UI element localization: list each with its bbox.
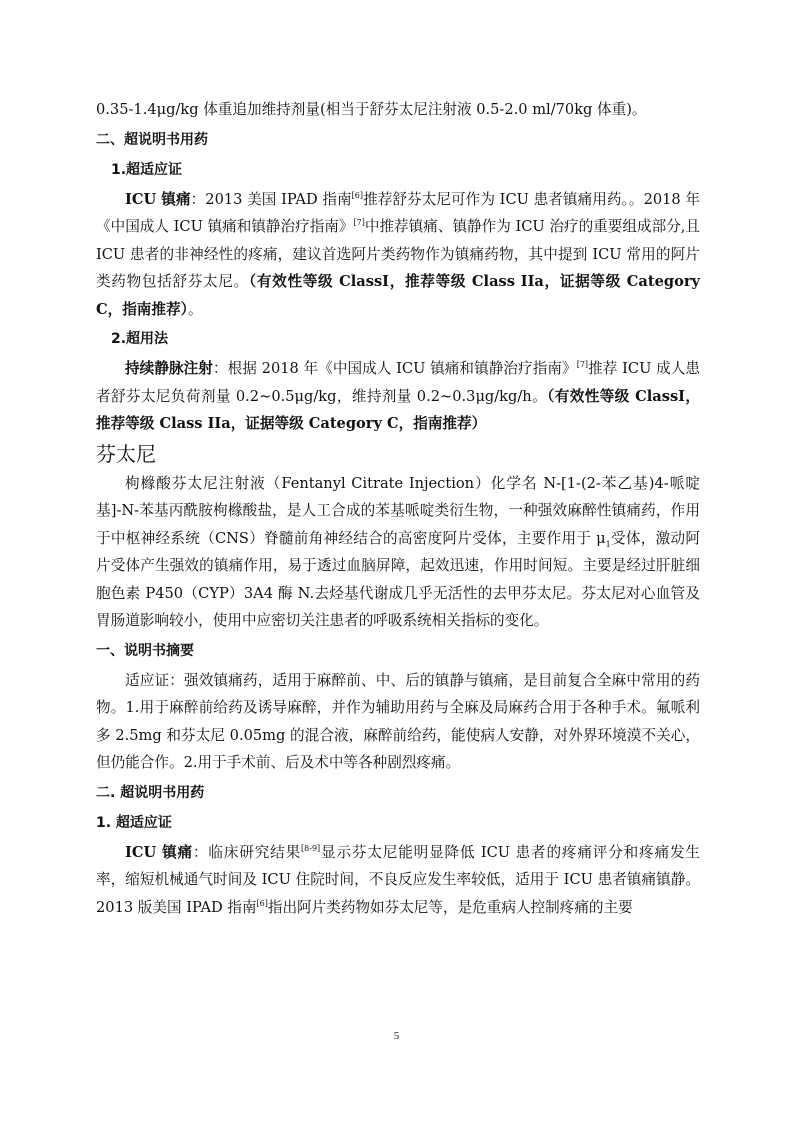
section-heading-label-summary: 一、说明书摘要	[96, 642, 194, 659]
evidence-grade: （有效性等级 ClassI，推荐等级 Class IIa，证据等级 Category C，指南推荐）	[96, 273, 700, 318]
subheading-off-indication: 1.超适应证	[111, 161, 183, 178]
document-page	[96, 96, 700, 921]
reference-7: [7]	[576, 360, 589, 369]
reference-8-9: [8-9]	[301, 843, 321, 853]
subheading-off-indication-2: 1. 超适应证	[96, 814, 172, 831]
evidence-grade: （有效性等级 ClassI，推荐等级 Class IIa，证据等级 Category C，指南推荐）	[96, 387, 700, 432]
reference-7: [7]	[353, 218, 365, 227]
paragraph-indications: 适应证：强效镇痛药，适用于麻醉前、中、后的镇静与镇痛，是目前复合全麻中常用的药物。1.用于麻醉前给药及诱导麻醉，并作为辅助用药与全麻及局麻药合用于各种手术。氟哌利多 2.5mg 和芬太尼 0.05mg 的混合液，麻醉前给药，能使病人安静，对外界环境漠不关心，但仍能合作。2.用于手术前、后及术中等各种剧烈疼痛。	[96, 671, 700, 771]
mu-subscript: 1	[605, 539, 611, 549]
paragraph-continuous-iv: 持续静脉注射：根据 2018 年《中国成人 ICU 镇痛和镇静治疗指南》[7]推荐 ICU 成人患者舒芬太尼负荷剂量 0.2~0.5μg/kg，维持剂量 0.2~0.3μg/kg/h。（有效性等级 ClassI，推荐等级 Class IIa，证据等级 Category C，指南推荐）	[96, 360, 700, 432]
term-continuous-iv: 持续静脉注射	[125, 360, 213, 377]
page-number: 5	[393, 1030, 400, 1042]
drug-title-fentanyl: 芬太尼	[96, 441, 156, 466]
paragraph-icu-analgesia-fentanyl: ICU 镇痛：临床研究结果[8-9]显示芬太尼能明显降低 ICU 患者的疼痛评分和疼痛发生率，缩短机械通气时间及 ICU 住院时间，不良反应发生率较低，适用于 ICU 患者镇痛镇静。2013 版美国 IPAD 指南[6]指出阿片类药物如芬太尼等，是危重病人控制疼痛的主要	[96, 843, 700, 916]
paragraph-icu-analgesia-sufentanil: ICU 镇痛：2013 美国 IPAD 指南[6]推荐舒芬太尼可作为 ICU 患者镇痛用药。。2018 年《中国成人 ICU 镇痛和镇静治疗指南》[7]中推荐镇痛、镇静作为 ICU 治疗的重要组成部分,且 ICU 患者的非神经性的疼痛，建议首选阿片类药物作为镇痛药物，其中提到 ICU 常用的阿片类药物包括舒芬太尼。（有效性等级 ClassI，推荐等级 Class IIa，证据等级 Category C，指南推荐）。	[96, 190, 701, 318]
section-heading-off-label: 二、超说明书用药	[96, 131, 208, 148]
reference-6: [6]	[351, 190, 363, 200]
paragraph-fentanyl-description: 枸橼酸芬太尼注射液（Fentanyl Citrate Injection）化学名 N-[1-(2-苯乙基)4-哌啶基]-N-苯基丙酰胺枸橼酸盐，是人工合成的苯基哌啶类衍生物，一种强效麻醉性镇痛药，作用于中枢神经系统（CNS）脊髓前角神经结合的高密度阿片受体，主要作用于 $\mu_1$受体，激动阿片受体产生强效的镇痛作用，易于透过血脑屏障，起效迅速，作用时间短。主要是经过肝脏细胞色素 P450（CYP）3A4 酶 N.去烃基代谢成几乎无活性的去甲芬太尼。芬太尼对心血管及胃肠道影响较小，使用中应密切关注患者的呼吸系统相关指标的变化。	[96, 474, 700, 629]
reference-6: [6]	[256, 898, 268, 908]
term-icu-analgesia: ICU 镇痛	[125, 190, 191, 208]
subheading-off-usage: 2.超用法	[111, 331, 169, 347]
section-heading-off-label-2: 二. 超说明书用药	[96, 784, 205, 801]
term-icu-analgesia: ICU 镇痛	[125, 843, 193, 861]
intro-line: 0.35-1.4μg/kg 体重追加维持剂量(相当于舒芬太尼注射液 0.5-2.0 ml/70kg 体重)。	[96, 101, 647, 118]
